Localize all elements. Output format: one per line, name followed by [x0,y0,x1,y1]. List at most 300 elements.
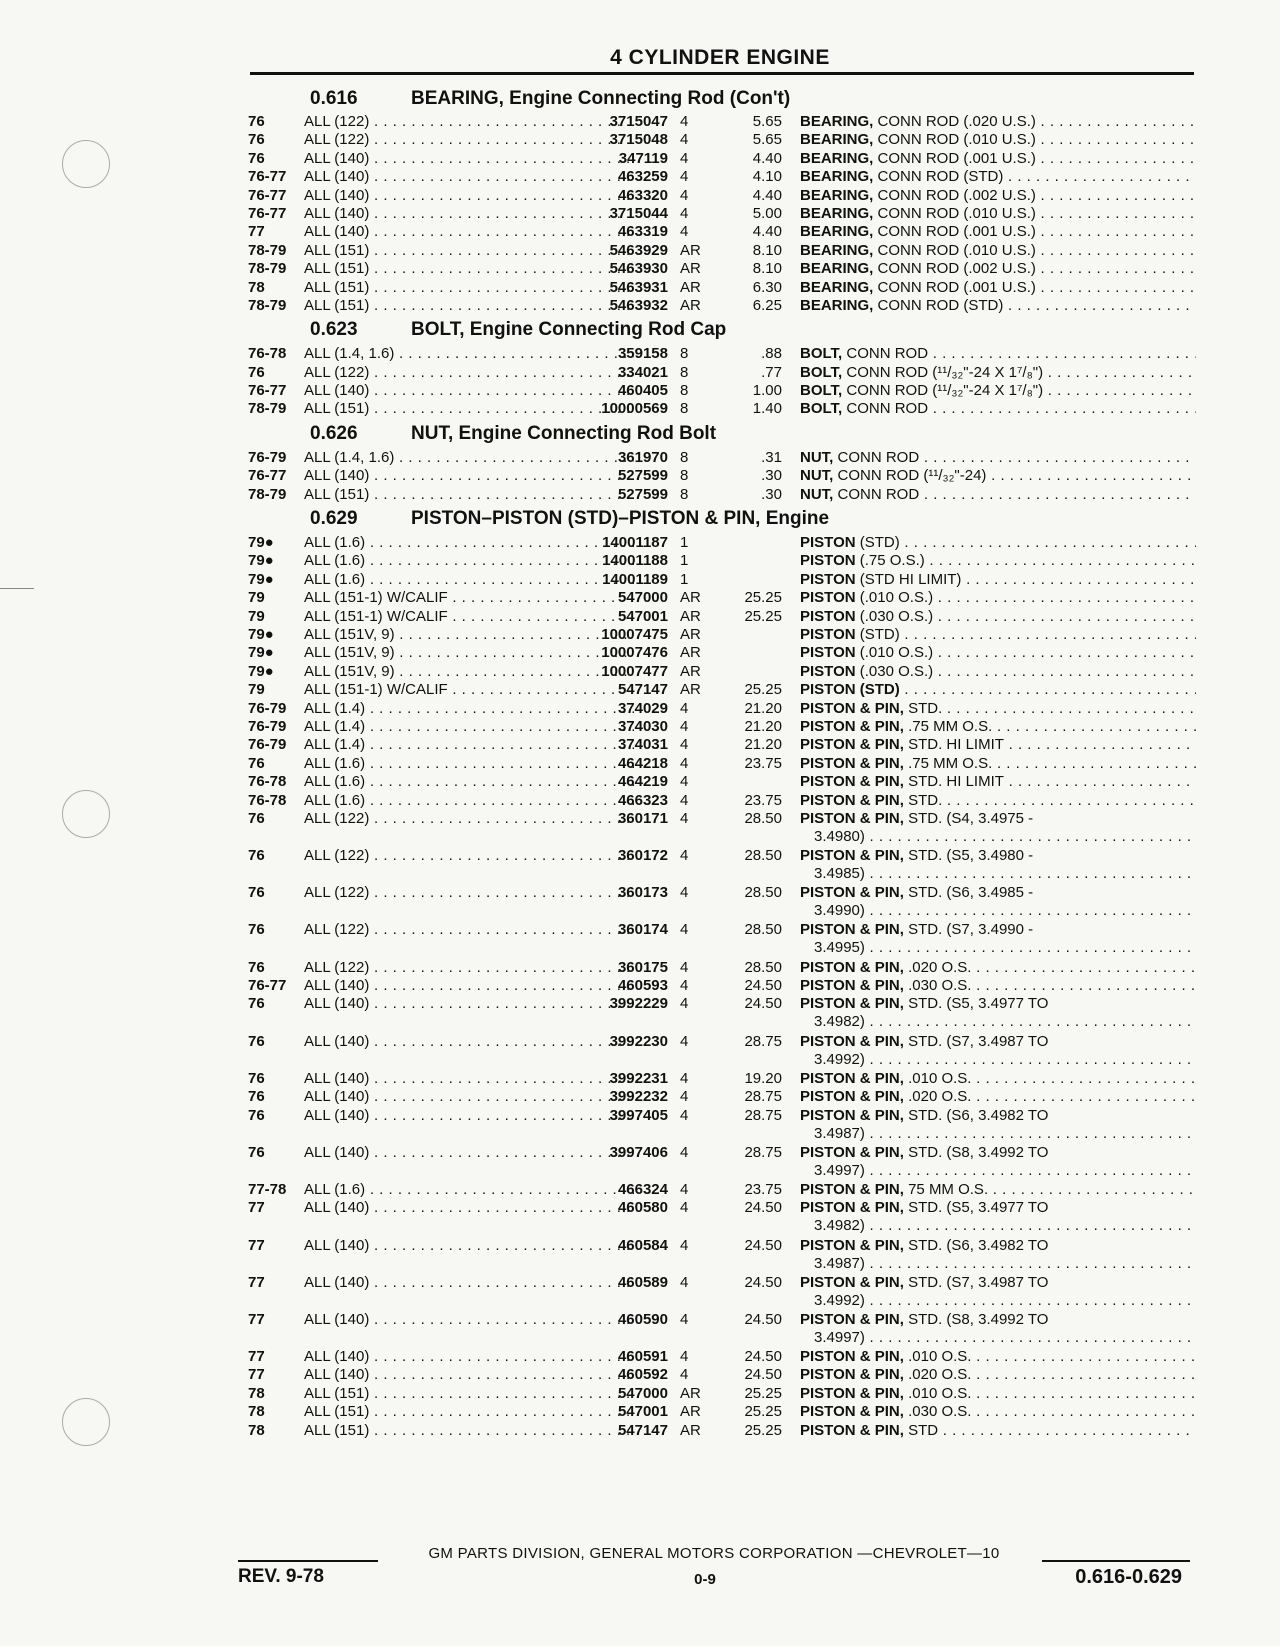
description-noun: PISTON & PIN, [800,717,904,735]
description [800,847,1196,865]
description-detail: STD [903,1421,939,1439]
list-price: 23.75 [744,754,782,772]
section-number: 0.616 [310,88,358,109]
description-detail: CONN ROD [833,448,920,466]
application: ALL (151) . . . [304,242,634,260]
parts-row [248,400,1198,418]
model-year: 76 [248,809,265,827]
part-number: 463320 [617,186,668,204]
quantity: 4 [680,809,689,827]
description-noun: PISTON [800,589,856,607]
description-noun: PISTON & PIN, [800,809,904,827]
list-price: 24.50 [744,1366,782,1384]
description-detail: STD. (S6, 3.4985 - [903,884,1034,902]
part-number: 527599 [617,485,668,503]
description-detail: .030 O.S. [903,977,972,995]
footer-rule [1042,1560,1190,1562]
model-year: 76-79 [248,717,287,735]
part-number: 463319 [617,223,668,241]
part-number: 547000 [617,589,668,607]
description-noun: PISTON & PIN, [800,995,904,1013]
description-detail: STD. HI LIMIT [903,736,1004,754]
list-price: 6.30 [752,278,782,296]
application: ALL (151) . . . [304,400,634,418]
section-title: BOLT, Engine Connecting Rod Cap [411,319,727,341]
description [800,1199,1196,1217]
description-detail: 75 MM O.S. [903,1180,989,1198]
model-year: 76 [248,131,265,149]
quantity: 4 [680,958,689,976]
description-noun: BEARING, [800,113,874,130]
quantity: AR [680,607,701,625]
description-detail: STD. (S7, 3.4987 TO [903,1032,1049,1050]
description-noun: BEARING, [800,168,874,186]
quantity: 4 [680,149,689,167]
application: ALL (151-1) W/CALIF . . . [304,681,634,699]
list-price: 25.25 [744,681,782,699]
list-price: 1.40 [752,400,782,418]
quantity: AR [680,296,701,314]
application: ALL (140) . . . [304,1274,634,1292]
list-price: 8.10 [752,260,782,278]
model-year: 78-79 [248,400,287,418]
parts-listing [248,85,1198,1440]
description-noun: PISTON [800,570,856,588]
description-noun: PISTON & PIN, [800,921,904,939]
application: ALL (1.4, 1.6) . . . [304,449,634,467]
list-price: 24.50 [744,1310,782,1328]
application: ALL (1.6) . . . [304,571,634,589]
description-detail: .010 O.S. [903,1384,972,1402]
description-detail: CONN ROD (.002 U.S.) [873,260,1036,278]
list-price: .31 [761,448,782,466]
application: ALL (151V, 9) . . . [304,644,634,662]
part-number: 360172 [617,847,668,865]
parts-row [248,792,1198,810]
parts-row [248,1237,1198,1274]
list-price: .88 [761,345,782,363]
description-noun: PISTON & PIN, [800,1106,904,1124]
part-number: 334021 [617,363,668,381]
part-number: 460591 [617,1348,668,1366]
description-detail: CONN ROD (¹¹/₃₂"-24 X 1⁷/₈") [842,363,1044,381]
quantity: AR [680,1384,701,1402]
part-number: 547000 [617,1384,668,1402]
description-noun: PISTON & PIN, [800,754,904,772]
description-detail: .030 O.S. [903,1403,972,1421]
description-noun: PISTON & PIN, [800,736,904,754]
description-continuation: 3.4992) . . . [814,1292,1196,1310]
application: ALL (140) . . . [304,1107,634,1125]
description-detail: CONN ROD (.001 U.S.) [873,149,1036,167]
description-noun: PISTON [800,625,856,643]
part-number: 547001 [617,607,668,625]
part-number: 359158 [617,345,668,363]
application: ALL (122) . . . [304,810,634,828]
quantity: 8 [680,363,689,381]
model-year: 76 [248,754,265,772]
parts-row [248,644,1198,662]
parts-row [248,681,1198,699]
description-continuation: 3.4990) . . . [814,902,1196,920]
description [800,1237,1196,1255]
list-price: 5.65 [752,113,782,130]
model-year: 76-79 [248,448,287,466]
parts-row [248,718,1198,736]
quantity: 8 [680,467,689,485]
footer-publisher: GM PARTS DIVISION, GENERAL MOTORS CORPORATION —CHEVROLET—10 [428,1545,1000,1562]
part-number: 3715047 [609,113,668,130]
description [800,345,1196,363]
description-detail: CONN ROD (.010 U.S.) [873,241,1036,259]
application: ALL (140) . . . [304,1199,634,1217]
description [800,792,1196,810]
footer-page-number: 0-9 [694,1571,716,1588]
description-detail: STD. (S5, 3.4977 TO [903,995,1049,1013]
binder-hole-mark [62,140,110,188]
list-price: 21.20 [744,699,782,717]
footer-revision: REV. 9-78 [238,1566,324,1587]
description [800,205,1196,223]
application: ALL (151) . . . [304,486,634,504]
part-number: 14001187 [602,534,668,552]
description [800,364,1196,382]
description-detail: (STD) [855,625,900,643]
footer-rule [238,1560,378,1562]
application: ALL (1.6) . . . [304,534,634,552]
description [800,1403,1196,1421]
parts-row [248,1088,1198,1106]
list-price: 1.00 [752,382,782,400]
description-detail: .020 O.S. [903,1366,972,1384]
description-noun: PISTON & PIN, [800,1088,904,1106]
application: ALL (140) . . . [304,1311,634,1329]
list-price: 28.50 [744,884,782,902]
model-year: 79● [248,534,274,552]
quantity: 1 [680,552,689,570]
application: ALL (1.4) . . . [304,700,634,718]
description [800,718,1196,736]
description-continuation: 3.4987) . . . [814,1125,1196,1143]
quantity: 4 [680,1143,689,1161]
quantity: 4 [680,1310,689,1328]
part-number: 10007477 [601,662,668,680]
description [800,279,1196,297]
list-price: 25.25 [744,589,782,607]
application: ALL (1.6) . . . [304,552,634,570]
list-price: 4.10 [752,168,782,186]
description [800,297,1196,315]
application: ALL (151V, 9) . . . [304,626,634,644]
part-number: 5463931 [609,278,668,296]
parts-row [248,534,1198,552]
description-noun: PISTON & PIN, [800,977,904,995]
part-number: 374031 [617,736,668,754]
model-year: 76-79 [248,736,287,754]
list-price: 28.75 [744,1088,782,1106]
description-noun: BEARING, [800,131,874,149]
description-detail: CONN ROD (.002 U.S.) [873,186,1036,204]
application: ALL (1.6) . . . [304,1181,634,1199]
quantity: 4 [680,1106,689,1124]
part-number: 463259 [617,168,668,186]
description-noun: NUT, [800,467,834,485]
model-year: 77 [248,1310,265,1328]
quantity: 4 [680,168,689,186]
description-continuation: 3.4982) . . . [814,1013,1196,1031]
description [800,1274,1196,1292]
application: ALL (1.6) . . . [304,773,634,791]
parts-row [248,260,1198,278]
description-detail: CONN ROD (STD) [873,296,1004,314]
description-noun: PISTON & PIN, [800,1180,904,1198]
parts-row [248,1311,1198,1348]
description [800,168,1196,186]
part-number: 14001189 [602,570,668,588]
description-detail: .75 MM O.S. [903,754,993,772]
application: ALL (140) . . . [304,977,634,995]
model-year: 76-78 [248,773,287,791]
model-year: 79● [248,625,274,643]
section-heading [248,315,1198,345]
parts-row [248,959,1198,977]
part-number: 547001 [617,1403,668,1421]
description-noun: BEARING, [800,278,874,296]
quantity: 4 [680,113,689,130]
list-price: 25.25 [744,1384,782,1402]
application: ALL (151) . . . [304,1403,634,1421]
part-number: 460592 [617,1366,668,1384]
quantity: 4 [680,977,689,995]
model-year: 79● [248,644,274,662]
model-year: 77 [248,223,265,241]
model-year: 76-77 [248,467,287,485]
description [800,773,1196,791]
description [800,467,1196,485]
model-year: 79 [248,607,265,625]
description-noun: BOLT, [800,363,843,381]
application: ALL (1.4, 1.6) . . . [304,345,634,363]
description-noun: PISTON & PIN, [800,1273,904,1291]
part-number: 10007475 [601,625,668,643]
quantity: 4 [680,1088,689,1106]
part-number: 3715044 [609,204,668,222]
quantity: 8 [680,448,689,466]
description-noun: BOLT, [800,400,843,418]
section-title: NUT, Engine Connecting Rod Bolt [411,422,717,444]
part-number: 3997405 [609,1106,668,1124]
quantity: 4 [680,1236,689,1254]
model-year: 76 [248,958,265,976]
section-heading [248,419,1198,449]
page-title: 4 CYLINDER ENGINE [610,46,830,69]
application: ALL (151) . . . [304,279,634,297]
description-noun: BEARING, [800,204,874,222]
part-number: 5463929 [609,241,668,259]
header-rule [250,72,1194,75]
parts-row [248,977,1198,995]
list-price: 24.50 [744,1236,782,1254]
description-detail: CONN ROD (¹¹/₃₂"-24) [833,467,987,485]
description-noun: PISTON & PIN, [800,1199,904,1217]
quantity: AR [680,589,701,607]
description-noun: PISTON [800,644,856,662]
description [800,608,1196,626]
part-number: 527599 [617,467,668,485]
model-year: 78 [248,1384,265,1402]
description-detail: (STD) [855,534,900,552]
part-number: 361970 [617,448,668,466]
description [800,1033,1196,1051]
parts-row [248,345,1198,363]
part-number: 460580 [617,1199,668,1217]
description-detail: STD. (S8, 3.4992 TO [903,1143,1049,1161]
part-number: 3992229 [609,995,668,1013]
part-number: 3715048 [609,131,668,149]
application: ALL (140) . . . [304,1348,634,1366]
model-year: 76 [248,1069,265,1087]
list-price: 21.20 [744,736,782,754]
description-detail: (.010 O.S.) [855,644,934,662]
quantity: 1 [680,570,689,588]
model-year: 79● [248,570,274,588]
description-noun: BOLT, [800,345,843,363]
list-price: 4.40 [752,149,782,167]
description-detail: .020 O.S. [903,958,972,976]
description-detail: .010 O.S. [903,1348,972,1366]
part-number: 3992232 [609,1088,668,1106]
application: ALL (1.4) . . . [304,736,634,754]
model-year: 76-77 [248,204,287,222]
description-noun: BEARING, [800,149,874,167]
model-year: 76-78 [248,345,287,363]
description-continuation: 3.4992) . . . [814,1051,1196,1069]
description [800,1070,1196,1088]
application: ALL (122) . . . [304,921,634,939]
application: ALL (151) . . . [304,1385,634,1403]
parts-row [248,1274,1198,1311]
section-title: BEARING, Engine Connecting Rod (Con't) [411,88,791,109]
quantity: AR [680,644,701,662]
parts-row [248,921,1198,958]
model-year: 79● [248,552,274,570]
description-noun: BOLT, [800,382,843,400]
application: ALL (140) . . . [304,205,634,223]
parts-row [248,755,1198,773]
model-year: 78 [248,1421,265,1439]
description-detail: CONN ROD (.001 U.S.) [873,223,1036,241]
model-year: 79 [248,681,265,699]
part-number: 3992231 [609,1069,668,1087]
list-price: 23.75 [744,1180,782,1198]
list-price: .30 [761,485,782,503]
part-number: 3992230 [609,1032,668,1050]
application: ALL (122) . . . [304,959,634,977]
model-year: 77 [248,1236,265,1254]
section-title: PISTON–PISTON (STD)–PISTON & PIN, Engine [411,508,830,530]
description-noun: NUT, [800,448,834,466]
part-number: 460405 [617,382,668,400]
description [800,626,1196,644]
parts-row [248,382,1198,400]
description-noun: BEARING, [800,241,874,259]
description-continuation: 3.4995) . . . [814,939,1196,957]
application: ALL (140) . . . [304,1033,634,1051]
part-number: 466323 [617,791,668,809]
quantity: 4 [680,847,689,865]
model-year: 78-79 [248,296,287,314]
model-year: 76 [248,995,265,1013]
list-price: 25.25 [744,1403,782,1421]
description-continuation: 3.4980) . . . [814,828,1196,846]
part-number: 360174 [617,921,668,939]
quantity: 4 [680,699,689,717]
list-price: 6.25 [752,296,782,314]
quantity: 8 [680,485,689,503]
parts-row [248,1144,1198,1181]
application: ALL (1.4) . . . [304,718,634,736]
description [800,995,1196,1013]
description [800,223,1196,241]
part-number: 460589 [617,1273,668,1291]
description-noun: PISTON & PIN, [800,1143,904,1161]
quantity: 4 [680,1032,689,1050]
quantity: 4 [680,754,689,772]
description [800,755,1196,773]
quantity: 8 [680,345,689,363]
list-price: 28.50 [744,921,782,939]
description-detail: (.030 O.S.) [855,662,934,680]
application: ALL (122) . . . [304,884,634,902]
description-noun: PISTON & PIN, [800,847,904,865]
description-detail: CONN ROD [842,345,929,363]
list-price: 19.20 [744,1069,782,1087]
parts-row [248,364,1198,382]
description-detail: .020 O.S. [903,1088,972,1106]
application: ALL (140) . . . [304,1088,634,1106]
quantity: 4 [680,791,689,809]
description [800,552,1196,570]
application: ALL (140) . . . [304,187,634,205]
description [800,700,1196,718]
description-noun: PISTON & PIN, [800,1366,904,1384]
application: ALL (122) . . . [304,847,634,865]
application: ALL (140) . . . [304,150,634,168]
parts-row [248,589,1198,607]
model-year: 76-77 [248,977,287,995]
application: ALL (151V, 9) . . . [304,663,634,681]
description [800,534,1196,552]
list-price: 24.50 [744,1348,782,1366]
description-detail: STD. [903,791,943,809]
application: ALL (122) . . . [304,113,634,131]
list-price: 28.50 [744,847,782,865]
quantity: 4 [680,1199,689,1217]
list-price: 4.40 [752,186,782,204]
quantity: 4 [680,736,689,754]
model-year: 78 [248,278,265,296]
description [800,663,1196,681]
parts-row [248,1403,1198,1421]
footer-group-range: 0.616-0.629 [1075,1566,1182,1588]
parts-row [248,223,1198,241]
description-noun: PISTON & PIN, [800,699,904,717]
list-price: 25.25 [744,1421,782,1439]
description-detail: CONN ROD (STD) [873,168,1004,186]
list-price: 24.50 [744,995,782,1013]
application: ALL (1.6) . . . [304,755,634,773]
quantity: AR [680,260,701,278]
